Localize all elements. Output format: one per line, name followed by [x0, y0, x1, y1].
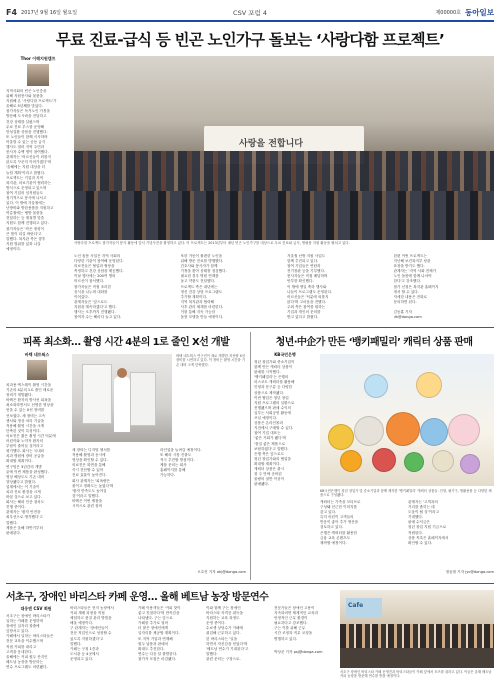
text-line: 홈페이지를 통해 — [160, 468, 186, 473]
text-line: 라인업을 늘려갈 예정이다. — [160, 448, 202, 452]
text-line: 방문해 도시락을 전달하고 — [6, 114, 47, 119]
text-line: 치과 진료 환경을 크게 — [6, 489, 41, 494]
text-line: 이날 행사에는 200여 명의 — [74, 274, 116, 279]
mid-left-text — [6, 383, 68, 536]
text-line: 바텍은 이번 제품을 — [72, 498, 103, 503]
photo-banner-text: 사랑을 전합니다 — [239, 139, 303, 149]
mid-right-byline: KB국민은행 — [274, 352, 296, 357]
text-line: 카페에서 일하는 바리스타들은 — [6, 634, 54, 639]
text-line: 자세한 내용은 전화로 — [393, 294, 428, 299]
text-line: 나들이 프로그램도 운영된다. — [287, 289, 333, 294]
text-line: 카페를 추가로 열어 — [138, 621, 169, 626]
mid-right-text — [254, 360, 316, 487]
text-line: 지점에서 구매할 수 있다. — [254, 426, 294, 431]
mid-left-headline: 피폭 최소화… 촬영 시간 4분의 1로 줄인 X선 개발 — [22, 337, 230, 348]
text-line: 회사 관계자는 '피폭량은 — [72, 478, 110, 483]
text-line: 인형과 문구류 등 다양한 — [254, 385, 293, 390]
text-line: 나타냈다. 구는 앞으로 — [138, 616, 173, 621]
text-line: 측정하고 건강 상담을 제공했다. — [74, 269, 124, 274]
text-line: dh@donga.com — [393, 315, 422, 320]
text-line: 문의하면 된다. — [393, 299, 417, 304]
bottom-col1 — [6, 606, 66, 688]
paper-prefix: 제00000호 — [435, 9, 462, 16]
text-line: 늘릴 계획'이라고 밝혔다. — [6, 170, 46, 175]
top-body-column — [287, 254, 388, 322]
text-line: 마스코트 캐릭터를 활용해 — [254, 380, 295, 385]
column-divider — [250, 332, 251, 580]
text-line: 제작할 예정이다. — [320, 540, 347, 545]
text-line: 청년 창업가와의 협업을 — [254, 456, 291, 461]
bottom-reporter: 박상준 기자 psj@donga.com — [274, 650, 323, 654]
text-line: 지속되려면 체계적인 교육과 — [274, 611, 318, 616]
text-line: 전문 직업인으로 성장할 수 — [70, 631, 112, 636]
text-line: 이 밖에 생일 축하 행사와 — [287, 284, 327, 289]
text-line: 필요하다고 강조했다. — [274, 621, 308, 626]
text-line: 평가했다. 회사는 국내외 — [6, 449, 45, 454]
character-figure — [364, 374, 388, 398]
text-line: 참여 기업의 임직원들도 — [6, 190, 43, 195]
text-line: 체험하고 품질 관리 방법을 — [70, 616, 112, 621]
text-line: 참가자들은 직접 조리한 — [74, 284, 111, 289]
text-line: 지원 범위를 넓혀 나갈 — [6, 241, 41, 246]
text-line: 적용해 촬영 시간을 크게 — [6, 423, 45, 428]
section-divider-bottom — [6, 583, 494, 584]
page-number: F4 — [6, 7, 18, 17]
text-line: 기대했다. — [408, 515, 424, 520]
masthead-rule — [6, 20, 494, 22]
text-line: 어르신이 참석했다. — [74, 279, 105, 284]
text-line: 카페는 구청 1층과 — [70, 646, 99, 651]
text-line: 사후 관리 체계를 마련한다. — [180, 304, 224, 309]
text-line: 전기장판 등을 기부했다. — [287, 269, 326, 274]
text-line: 전문 교육을 이수했으며 — [6, 639, 43, 644]
text-line: 줄이고 정확도는 높였다'며 — [72, 483, 114, 488]
bottom-col5 — [274, 606, 336, 646]
text-line: 구 관계자는 '장애인들이 — [70, 626, 108, 631]
text-line: 난방비와 방한용품을 지원하고 — [6, 206, 54, 211]
text-line: 일부는 사회공헌 활동에 — [254, 410, 291, 415]
text-line: 큰 힘이 되길 바란다'고 — [6, 231, 42, 236]
text-line: 있다. 이 밖에 겨울철에는 — [6, 201, 46, 206]
text-line: 베트남 농장을 방문하는 — [6, 659, 43, 664]
text-line: 관계자는 '지역 사회 전체가 — [393, 269, 437, 274]
text-line: 은행은 캐릭터를 활용한 — [320, 530, 357, 535]
text-line: 일하는 카페를 운영하며 — [6, 619, 43, 624]
xray-machine — [82, 364, 112, 424]
text-line: 김동훈 기자 — [393, 310, 412, 315]
text-line: 지역사회의 빈곤 노인층을 — [6, 89, 47, 93]
text-line: 어울릴 수 있는 공동 급식 — [6, 139, 46, 144]
text-line: 좋고 친절하다'며 만족감을 — [138, 611, 180, 616]
top-article-body — [74, 254, 494, 322]
text-line: 상품으로 제작됐다. — [254, 390, 285, 395]
bottom-text — [6, 614, 66, 670]
text-line: 이를 통해 지속 가능한 — [180, 310, 216, 315]
character-figure — [328, 424, 354, 450]
text-line: 의료진은 짧은 촬영 시간 덕분에 — [6, 433, 56, 438]
text-line: 음식을 나누며 대화를 — [74, 289, 108, 294]
text-line: 말했다. — [6, 520, 18, 525]
bottom-headline: 서초구, 장애인 바리스타 카페 운영… 올해 베트남 농장 방문연수 — [6, 592, 269, 603]
text-line: 한편 이번 프로젝트는 — [393, 254, 428, 258]
text-line: 복지관, 의료기관이 협력하는 — [6, 180, 52, 185]
text-line: 이번 협업은 청년 창업 — [254, 395, 289, 400]
text-line: 센서와 영상 처리 기술을 — [6, 418, 45, 423]
text-line: 진행 중이다. — [6, 505, 26, 510]
text-line: 적용해 촬영과 동시에 — [72, 453, 106, 458]
text-line: 프로젝트는 기업과 지역 — [6, 175, 43, 180]
text-line: 연수는 다음 달 출발한다. — [138, 651, 178, 656]
text-line: 제품 문의는 회사 — [160, 463, 187, 468]
text-line: 참여 기업 대표는 — [254, 431, 281, 436]
text-line: 검토하고 있다. — [320, 525, 344, 530]
mid-left-author-photo — [27, 360, 47, 380]
text-line: 영상 해상도도 기존 대비 — [6, 474, 45, 479]
text-line: 반응이 좋아 추가 생산을 — [320, 520, 359, 525]
text-line: 가정을 찾아 상태를 점검했다. — [180, 269, 227, 274]
character-figure — [354, 416, 384, 446]
text-line: 지원을 계속하겠다'고 했다. — [74, 304, 117, 309]
character-figure — [432, 450, 454, 472]
text-line: 전문가들은 장애인 고용이 — [274, 606, 315, 610]
text-line: 올해로 5년째를 맞았다. — [6, 104, 43, 109]
text-line: 특히 어린이 고객들의 — [320, 515, 354, 520]
text-line: 쓰일 예정이다. — [254, 416, 278, 421]
text-line: 치과 병원에 장비 공급을 — [6, 454, 45, 459]
text-line: 겨울철 난방 지원 사업도 — [287, 254, 326, 258]
author-photo — [27, 64, 49, 86]
text-line: 참가자들은 '작은 정성이 — [6, 226, 44, 231]
text-line: 끝에 이번 제품을 완성했다. — [6, 469, 49, 474]
top-photo-caption: 사랑다함 프로젝트 참가자들이 봉사 활동에 앞서 기념사진을 촬영하고 있다. 이 프로젝트는 2013년부터 매년 빈곤 노인가구를 대상으로 무료 진료와 급식, 생필품 지원 활동을 펼치고 있다. — [74, 241, 350, 245]
text-line — [274, 642, 336, 646]
character-figure — [404, 452, 424, 472]
text-line: 적립된다. — [408, 530, 424, 535]
text-line: 한 바리스타는 '일을 — [206, 636, 238, 641]
xray-machine-secondary — [130, 372, 156, 426]
cafe-staff-front — [340, 648, 494, 668]
cafe-photo — [340, 590, 494, 668]
top-body-column — [394, 254, 495, 322]
text-line: 선보였다. 새 장비는 고속 — [6, 413, 46, 418]
top-body-column — [74, 254, 175, 322]
text-line: 정신 건강 상담 프로그램도 — [180, 289, 223, 294]
text-line: 확대할 계획이다. — [6, 459, 33, 464]
text-line: 함께 추진되고 있다. — [287, 259, 319, 264]
mid-right-headline: 청년·中企가 만든 ‘뱅키패밀리’ 캐릭터 상품 판매 — [275, 337, 473, 348]
text-line: 커피 재배 과정을 직접 — [70, 611, 105, 616]
text-line: 또 해외 시장 진출도 — [160, 453, 192, 458]
xray-photo-caption: 바텍 네트웍스 연구진이 새로 개발한 저선량 X선 장비를 시연하고 있다. 이 장비는 촬영 시간을 기존 대비 크게 단축했다. — [176, 354, 246, 367]
text-line: 또 노인들이 함께 식사하며 — [6, 134, 48, 139]
text-line: 병행하고 있다. — [274, 636, 298, 641]
character-products-photo — [320, 354, 494, 486]
text-line: 구는 이를 위해 근무 — [274, 626, 306, 631]
text-line: 직접 커피를 내리고 — [6, 644, 37, 649]
text-line: 지원해 온 '사랑다함 프로젝트'가 — [6, 99, 57, 104]
text-line: 영상을 확인할 수 있다. — [72, 458, 108, 463]
text-line: 업계에서는 이 기술이 — [6, 484, 40, 489]
character-figure — [416, 372, 442, 398]
text-line: 관계자들은 '앞으로도 — [74, 299, 108, 304]
text-line: 프로젝트 측은 내년에는 — [180, 284, 218, 289]
text-line: 진행됐으며 판매 수익의 — [254, 405, 291, 410]
top-left-text — [6, 89, 70, 252]
text-line: 말했다. — [206, 651, 218, 656]
text-line: 주최 측은 참여를 원하는 — [287, 304, 326, 309]
mid-left-reporter: 오호진 기자 ohj@donga.com — [197, 570, 246, 574]
text-line: 확인할 수 있다. — [408, 540, 433, 545]
main-headline: 무료 진료-급식 등 빈곤 노인가구 돌보는 ‘사랑다함 프로젝트’ — [55, 31, 445, 49]
text-line: 한다'고 강조했다. — [393, 279, 422, 284]
text-line: 상품 목록은 홈페이지에서 — [408, 535, 449, 540]
text-line: 예정이다. — [6, 246, 22, 251]
bottom-col3 — [138, 606, 202, 688]
text-line: 지역 복지관과 협력해 — [180, 299, 215, 304]
mid-left-col2 — [72, 448, 156, 576]
character-figure — [340, 450, 362, 472]
character-figure — [420, 418, 448, 446]
text-line: 갖고 있다. — [320, 510, 337, 515]
text-line: '베트남 연수가 기대된다'고 — [206, 646, 249, 651]
mid-right-col3 — [408, 500, 494, 566]
text-line: 만성질환 상담을 진행했다. — [6, 129, 48, 134]
text-line: 수료생 상당수가 카페에 — [206, 626, 243, 631]
text-line: 표창을 받기도 했다. — [393, 264, 425, 269]
text-line: 또한 거동이 불편한 노인을 — [180, 254, 223, 258]
text-line: 청년 창업가와 중소기업이 — [254, 360, 295, 364]
text-line: 최소화하면서도 선명한 영상을 — [6, 403, 54, 408]
text-line: 배울 예정이다. — [70, 621, 94, 626]
photo-person — [114, 376, 130, 432]
text-line: 취업해 근무하고 있다. — [206, 631, 241, 636]
text-line: 말했다. — [70, 641, 82, 646]
text-line: 운영되고 있다. — [70, 656, 94, 661]
text-line: 연수 프로그램도 마련됐다. — [6, 664, 48, 669]
text-line: 참가자 모집은 마감됐다. — [138, 656, 177, 661]
text-line: 더 많은 장애인에게 — [138, 626, 169, 631]
text-line: 운영 중이다. — [206, 621, 226, 626]
text-line: 다양한 기관이 참여해 운영된다. — [74, 259, 124, 264]
text-line: 판매를 시작했다. — [254, 370, 281, 375]
text-line: 무료 진료 부스를 운영해 — [6, 124, 45, 129]
mid-right-col1 — [254, 352, 316, 578]
text-line: 하면서 자신감을 얻었다'며 — [206, 641, 248, 646]
character-figure — [448, 414, 480, 446]
mid-left-col1 — [6, 352, 68, 578]
text-line: 여름철에는 냉방 물품을 — [6, 211, 43, 216]
text-line: 관계자는 '어르신들이 외롭지 — [6, 155, 51, 160]
top-body-column — [181, 254, 282, 322]
text-line: 기업과 개인의 문의를 — [287, 310, 321, 315]
text-line: 판매됐다. — [254, 482, 270, 487]
text-line: 이와 함께 구는 장애인 — [206, 606, 241, 610]
text-line: 구성돼 친근한 이미지를 — [320, 505, 357, 510]
text-line: 전달하는 등 계절별 맞춤 — [6, 216, 45, 221]
text-line: 판매된다. — [6, 530, 22, 535]
text-line: 안정적인 근무 환경이 — [274, 616, 308, 621]
text-line: 위해 방문 진료를 병행했다. — [180, 259, 224, 264]
text-line: 안부를 확인했다. — [287, 279, 314, 284]
bottom-col4 — [206, 606, 270, 688]
text-line: 말했다. 복지관 측은 향후 — [6, 236, 46, 241]
text-line: 새 장비는 디지털 센서를 — [72, 448, 111, 452]
top-left-column — [6, 56, 70, 251]
text-line: 정기적으로 봉사에 나서고 — [6, 195, 47, 200]
text-line: 판매 수익금은 — [408, 520, 430, 525]
text-line: 치과용 엑스레이 촬영 시간을 — [6, 383, 52, 387]
text-line: 시간 조정과 직무 코칭을 — [274, 631, 313, 636]
text-line: 의료진은 화면을 통해 — [72, 463, 106, 468]
text-line: 앞장서고 있다. — [6, 629, 30, 634]
text-line: 은행 측은 앞으로도 — [254, 451, 285, 456]
section-divider — [6, 327, 494, 328]
text-line: 필요한 경우 병원 연계를 — [180, 274, 219, 279]
text-line: 있도록 지원하겠다'고 — [70, 636, 104, 641]
text-line: 추가할 계획이다. — [180, 294, 208, 299]
text-line: '좋은 기회가 됐다'며 — [254, 436, 287, 441]
text-line: 도서관 등 4곳에서 — [70, 651, 99, 656]
mid-right-col2 — [320, 500, 404, 572]
text-line: 행사도 열어 지역 주민과 — [6, 145, 45, 150]
text-line: 적극 추진할 방침이다. — [160, 458, 195, 463]
text-line: 도움이 될 것'이라고 — [408, 510, 440, 515]
text-line: '올해에는 지원 대상을 더 — [6, 165, 46, 170]
text-line: 함께 만든 캐릭터 상품이 — [254, 365, 293, 370]
text-line: 부담이 줄어들 것이라고 — [6, 444, 43, 449]
text-line: 노인 돌봄에 함께 나서야 — [393, 274, 432, 279]
text-line: 확대도 추진한다. — [138, 646, 165, 651]
text-line: 보답하겠다'고 말했다. — [254, 446, 289, 451]
text-line: 에서 할 수 있다. — [393, 289, 419, 294]
paper-name: 동아일보 — [465, 7, 494, 17]
text-line: 바리스타들은 현지 농장에서 — [70, 606, 114, 610]
text-line: 않다'며 고마움을 전했다. — [287, 299, 327, 304]
text-line: 고객을 응대한다. — [6, 649, 33, 654]
text-line: '뱅키패밀리'는 은행의 — [254, 375, 289, 380]
text-line: 봉사자 수백 명이 참여했다. — [6, 150, 49, 155]
text-line: 어린이와 노약자 환자의 — [6, 439, 43, 444]
top-left-byline: Thor 이해지원캠프 — [20, 56, 56, 61]
bottom-byline: 대웅엔 CSV 회원 — [20, 606, 52, 611]
text-line: 올해에는 커피 원두 산지인 — [6, 654, 48, 659]
photo-person-head — [117, 368, 127, 378]
text-line: 간호사와 봉사자가 함께 — [180, 264, 218, 269]
text-line: 원두 납품과 판매처 — [138, 641, 169, 646]
text-line: 물량의 절반 이상이 — [254, 477, 285, 482]
cafe-sign-text: Cafe — [348, 602, 364, 609]
date-line: 2017년 9월 16일 월요일 — [21, 9, 78, 16]
bottom-col2 — [70, 606, 134, 688]
text-line: 바리스타 자격증 취득을 — [206, 611, 243, 616]
text-line: 기존의 4분의 1로 줄인 새로운 — [6, 388, 54, 393]
text-line: 받고 있다고 밝혔다. — [287, 315, 319, 320]
text-line: 돌봄 모델을 만들 예정이다. — [180, 315, 224, 320]
text-line: 관계자는 '고객과의 — [408, 500, 438, 504]
text-line: 지원하는 교육 과정도 — [206, 616, 240, 621]
text-line: 단축한 것이 특징이다. — [6, 428, 41, 433]
text-line: 지원 프로그램의 일환으로 — [254, 400, 295, 405]
text-line: 노인 돌봄 사업은 지역 사회의 — [74, 254, 121, 258]
character-figure — [460, 454, 480, 474]
section-title: CSV 포럼 4 — [233, 8, 267, 17]
text-line: 어르신들은 '덕분에 외롭지 — [287, 294, 329, 299]
text-line: 또 지역 기업과 연계해 — [138, 636, 173, 641]
character-figure — [386, 412, 420, 446]
text-line: 바꿀 것으로 보고 있다. — [6, 495, 42, 500]
text-line: 관계자는 '환자 안전을 — [6, 510, 41, 515]
xray-photo — [72, 354, 172, 442]
text-line: 상품은 온라인몰과 — [254, 421, 283, 426]
text-line: 위해 자원봉사와 물품을 — [6, 94, 43, 99]
text-line: 향상됐다고 밝혔다. — [6, 479, 37, 484]
text-line: 카페 이용객들은 '커피 맛이 — [138, 606, 181, 610]
text-line: 의료진들은 혈압과 혈당을 — [74, 264, 115, 269]
text-line: 첫 주 만에 준비된 — [254, 472, 282, 477]
text-line: 방식으로 운영되고 있으며 — [6, 185, 47, 190]
text-line: 일자리를 제공할 계획이다. — [138, 631, 180, 636]
character-photo-caption: KB국민은행이 청년 창업가 및 중소기업과 함께 제작한 '뱅키패밀리' 캐릭터 상품들. 인형, 필기구, 생활용품 등 다양한 제품으로 구성됐다. — [320, 489, 492, 498]
text-line: 거리를 좁히는 데 — [408, 505, 435, 510]
text-line: '품질 좋은 제품으로 — [254, 441, 286, 446]
text-line: 돕고 약품도 전달했다. — [180, 279, 216, 284]
text-line: 장비가 개발됐다. — [6, 393, 33, 398]
masthead — [6, 5, 494, 19]
text-line: 서초구는 장애인 바리스타가 — [6, 614, 50, 618]
text-line: 캐릭터 상품은 출시 — [254, 466, 285, 471]
text-line: 건강 상태를 살폈으며 — [6, 119, 40, 124]
text-line: 지원도 함께 진행되고 있다. — [6, 221, 49, 226]
text-line: 확대할 계획이다. — [254, 461, 281, 466]
text-line: 이어갔다. — [74, 294, 90, 299]
text-line: 장애인 일자리 창출에 — [6, 624, 40, 629]
text-line: 캐릭터는 가족을 모티브로 — [320, 500, 361, 504]
text-line: 참가 신청은 복지관 홈페이지 — [393, 284, 439, 289]
text-line: 금융 교육 콘텐츠도 — [320, 535, 351, 540]
text-line: 얻을 수 있는 X선 장비를 — [6, 408, 45, 413]
text-line: 지난해 보건복지부 장관 — [393, 259, 431, 264]
mid-left-byline: 바텍 네트웍스 — [24, 352, 50, 357]
mid-right-reporter: 정윤철 기자 jyc@donga.com — [445, 570, 494, 574]
text-line: 참여자 수는 해마다 늘고 있다. — [74, 315, 122, 320]
text-line: 청년 창업 지원 기금으로 — [408, 525, 447, 530]
text-line: 시작으로 관련 장비 — [72, 504, 103, 509]
text-line: 봉사자들은 직접 배달하며 — [287, 274, 328, 279]
text-line: 관련 문의는 구청으로. — [206, 656, 241, 661]
text-line: 행사는 오후까지 진행됐다. — [74, 310, 116, 315]
text-line: '환자 만족도도 높아질 — [72, 488, 107, 493]
text-line: 바텍은 환자의 방사선 피폭을 — [6, 398, 52, 403]
photo-crowd-front — [74, 191, 494, 240]
text-line: 회사는 해외 인증 절차도 — [6, 500, 45, 505]
text-line: 참가자들은 독거노인 가정을 — [6, 109, 50, 114]
text-line: 가능하다. — [160, 473, 176, 478]
cafe-photo-caption: 서초구 장애인 바리스타 카페 운영진과 바리스타들이 카페 앞에서 포즈를 취하고 있다. 이들은 올해 베트남 커피 농장을 방문해 연수를 받을 예정이다. — [340, 670, 492, 679]
text-line: 것'이라고 말했다. — [72, 493, 100, 498]
text-line: 최우선으로 생각했다'고 — [6, 515, 43, 520]
text-line: 않도록 꾸준히 이어가겠다'며 — [6, 160, 51, 165]
group-photo — [74, 56, 494, 240]
text-line: 제품은 올해 하반기부터 — [6, 525, 43, 530]
character-figure — [372, 448, 396, 472]
mid-left-col3 — [160, 448, 246, 568]
text-line: 진료 효율이 높아진다. — [72, 473, 107, 478]
text-line: 연구팀은 3년간의 개발 — [6, 464, 42, 469]
text-line: 참여 기업들은 연탄과 — [287, 264, 321, 269]
text-line: 즉시 진단할 수 있어 — [72, 468, 104, 473]
